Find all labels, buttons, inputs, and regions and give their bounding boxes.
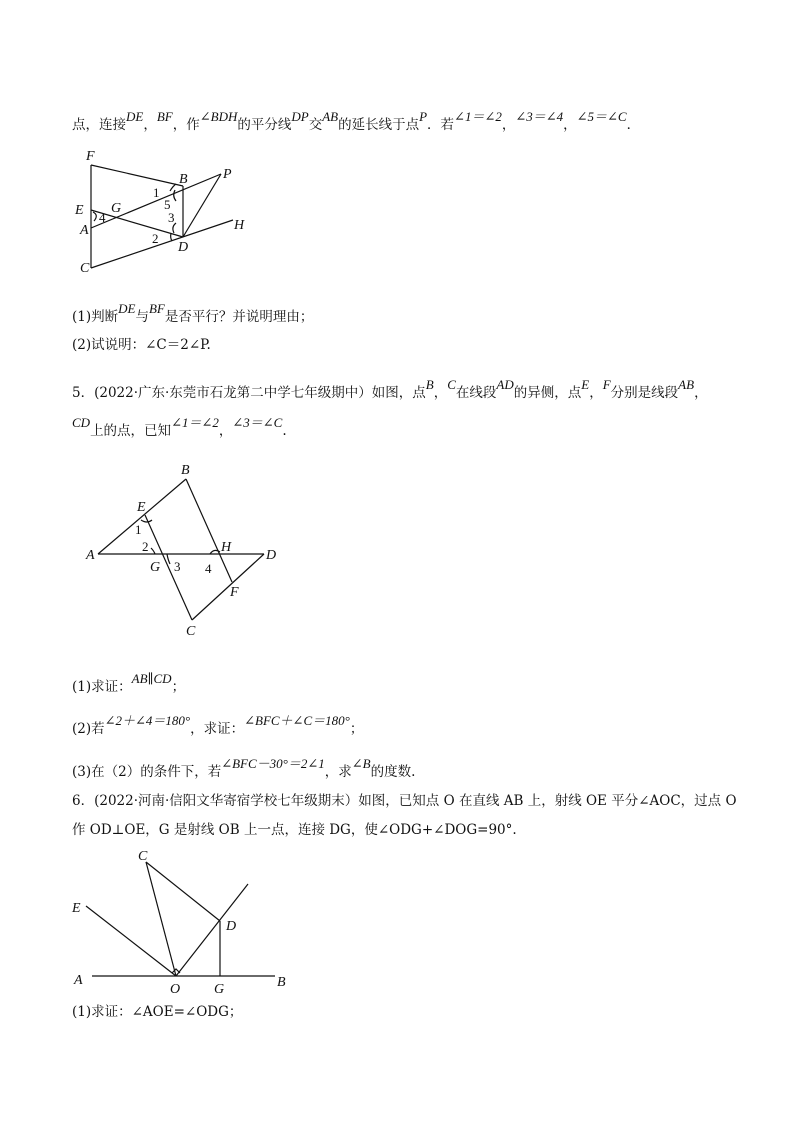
ray-oc bbox=[146, 862, 176, 976]
ray-od bbox=[176, 884, 248, 976]
point-label-e: E bbox=[72, 901, 81, 916]
p5-intro-line-2: CD上的点，已知∠1＝∠2，∠3＝∠C. bbox=[72, 415, 287, 439]
point-label-e: E bbox=[75, 203, 84, 218]
point-label-b: B bbox=[277, 975, 286, 990]
angle-label-1: 1 bbox=[153, 185, 160, 200]
point-label-g: G bbox=[214, 982, 225, 997]
angle-label-4: 4 bbox=[205, 561, 212, 576]
point-label-g: G bbox=[111, 201, 122, 216]
ray-oe bbox=[86, 906, 176, 976]
point-label-d: D bbox=[178, 240, 189, 255]
angle-label-1: 1 bbox=[135, 522, 142, 537]
point-label-a: A bbox=[80, 223, 89, 238]
point-label-f: F bbox=[230, 585, 239, 600]
right-angle-mark bbox=[172, 969, 180, 973]
point-label-h: H bbox=[234, 218, 245, 233]
p4-question-1: (1)判断DE与BF是否平行？并说明理由； bbox=[72, 301, 314, 325]
point-label-b: B bbox=[181, 463, 190, 478]
p4-question-2: (2)试说明：∠C＝2∠P. bbox=[72, 337, 211, 353]
point-label-d: D bbox=[266, 548, 277, 563]
point-label-a: A bbox=[86, 548, 95, 563]
angle-label-4: 4 bbox=[99, 210, 106, 225]
p5-question-2: (2)若∠2＋∠4＝180°，求证：∠BFC＋∠C＝180°； bbox=[72, 713, 364, 737]
angle-label-5: 5 bbox=[164, 197, 171, 212]
p5-intro-line-1: 5．(2022·广东·东莞市石龙第二中学七年级期中）如图，点B，C在线段AD的异侧，点E，F分别是线段AB， bbox=[72, 377, 708, 401]
p5-question-1: (1)求证：AB∥CD； bbox=[72, 671, 186, 695]
point-label-g: G bbox=[150, 560, 161, 575]
angle-label-2: 2 bbox=[152, 231, 159, 246]
angle-label-3: 3 bbox=[168, 210, 175, 225]
p6-intro-line-2: 作 OD⊥OE，G 是射线 OB 上一点，连接 DG，使∠ODG+∠DOG=90°. bbox=[72, 822, 517, 838]
segment-cd bbox=[146, 862, 220, 921]
p5-question-3: (3)在（2）的条件下，若∠BFC－30°＝2∠1，求∠B的度数. bbox=[72, 756, 416, 780]
angle-label-2: 2 bbox=[142, 539, 149, 554]
p6-intro-line-1: 6．(2022·河南·信阳文华寄宿学校七年级期末）如图，已知点 O 在直线 AB 上，射线 OE 平分∠AOC，过点 O bbox=[72, 793, 737, 809]
point-label-o: O bbox=[170, 982, 181, 997]
p4-intro-line: 点，连接DE，BF，作∠BDH的平分线DP交AB的延长线于点P．若∠1＝∠2，∠3＝∠4，∠5＝∠C． bbox=[72, 109, 641, 133]
point-label-d: D bbox=[226, 919, 237, 934]
point-label-p: P bbox=[223, 167, 232, 182]
point-label-c: C bbox=[80, 261, 90, 276]
angle-label-3: 3 bbox=[174, 559, 181, 574]
point-label-c: C bbox=[138, 849, 148, 864]
p6-question-1: (1)求证：∠AOE=∠ODG； bbox=[72, 1004, 243, 1020]
point-label-b: B bbox=[179, 172, 188, 187]
point-label-h: H bbox=[221, 540, 232, 555]
point-label-a: A bbox=[74, 973, 83, 988]
point-label-f: F bbox=[86, 149, 95, 164]
point-label-c: C bbox=[186, 624, 196, 639]
point-label-e: E bbox=[137, 500, 146, 515]
